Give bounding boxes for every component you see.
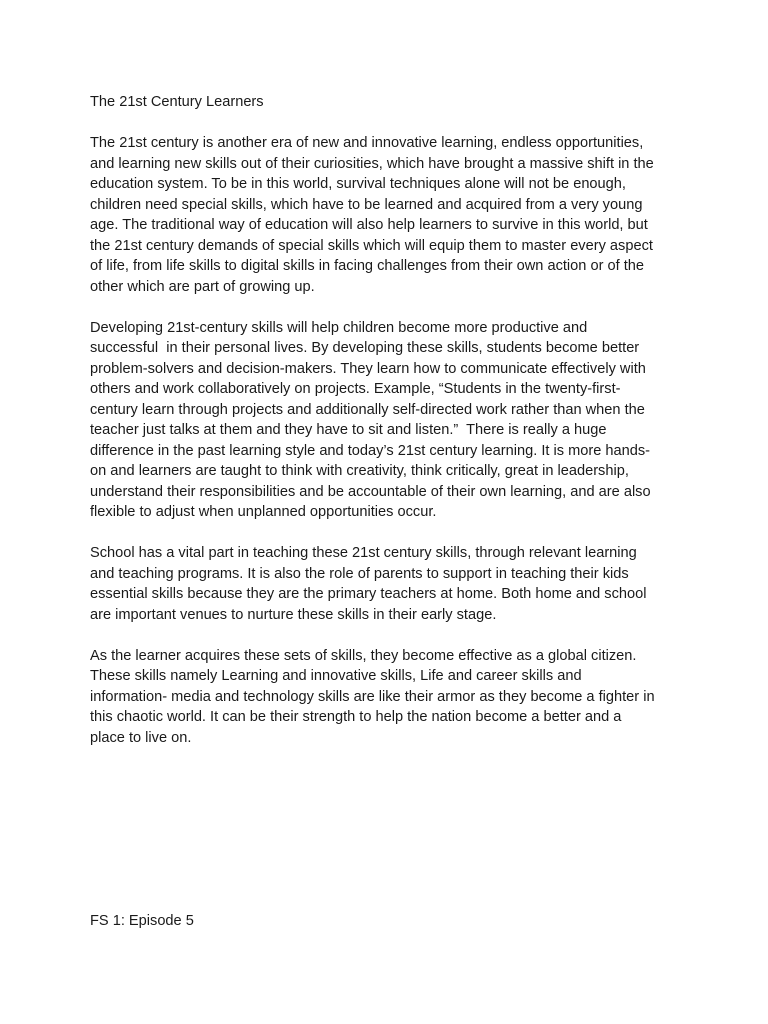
text-line: age. The traditional way of education will also help learners to survive in this world, but xyxy=(90,217,648,233)
text-line: information- media and technology skills are like their armor as they become a fighter in xyxy=(90,688,655,705)
text-line: School has a vital part in teaching these 21st century skills, through relevant learning xyxy=(90,545,637,561)
text-line: are important venues to nurture these skills in their early stage. xyxy=(90,606,497,623)
text-line: flexible to adjust when unplanned opportunities occur. xyxy=(90,504,437,520)
paragraph-1 xyxy=(90,133,682,297)
text-line: As the learner acquires these sets of skills, they become effective as a global citizen. xyxy=(90,647,637,664)
text-line: and learning new skills out of their curiosities, which have brought a massive shift in the xyxy=(90,155,654,172)
page-footer: FS 1: Episode 5 xyxy=(90,913,194,929)
text-line: other which are part of growing up. xyxy=(90,278,315,295)
text-line: of life, from life skills to digital skills in facing challenges from their own action or of the xyxy=(90,258,644,274)
text-line: These skills namely Learning and innovative skills, Life and career skills and xyxy=(90,668,582,684)
text-line: essential skills because they are the primary teachers at home. Both home and school xyxy=(90,586,647,602)
document-body xyxy=(90,92,682,769)
paragraph-4 xyxy=(90,646,682,749)
document-title: The 21st Century Learners xyxy=(90,94,264,110)
paragraph-2 xyxy=(90,318,682,523)
paragraph-3 xyxy=(90,543,682,625)
text-line: Developing 21st-century skills will help children become more productive and xyxy=(90,319,588,336)
text-line: understand their responsibilities and be accountable of their own learning, and are also xyxy=(90,483,651,500)
text-line: century learn through projects and additionally self-directed work rather than when the xyxy=(90,401,645,418)
text-line: The 21st century is another era of new and innovative learning, endless opportunities, xyxy=(90,135,644,151)
text-line: place to live on. xyxy=(90,729,192,746)
text-line: others and work collaboratively on projects. Example, “Students in the twenty-first- xyxy=(90,381,621,397)
text-line: and teaching programs. It is also the role of parents to support in teaching their kids xyxy=(90,565,629,582)
text-line: difference in the past learning style and today’s 21st century learning. It is more hands- xyxy=(90,442,651,459)
text-line: teacher just talks at them and they have to sit and listen.” There is really a huge xyxy=(90,422,607,438)
text-line: the 21st century demands of special skills which will equip them to master every aspect xyxy=(90,237,653,254)
text-line: children need special skills, which have to be learned and acquired from a very young xyxy=(90,196,643,213)
text-line: this chaotic world. It can be their strength to help the nation become a better and a xyxy=(90,709,622,725)
text-line: successful in their personal lives. By developing these skills, students become better xyxy=(90,340,640,356)
text-line: problem-solvers and decision-makers. They learn how to communicate effectively with xyxy=(90,360,646,377)
text-line: education system. To be in this world, survival techniques alone will not be enough, xyxy=(90,176,626,192)
text-line: on and learners are taught to think with creativity, think critically, great in leadership, xyxy=(90,463,629,479)
